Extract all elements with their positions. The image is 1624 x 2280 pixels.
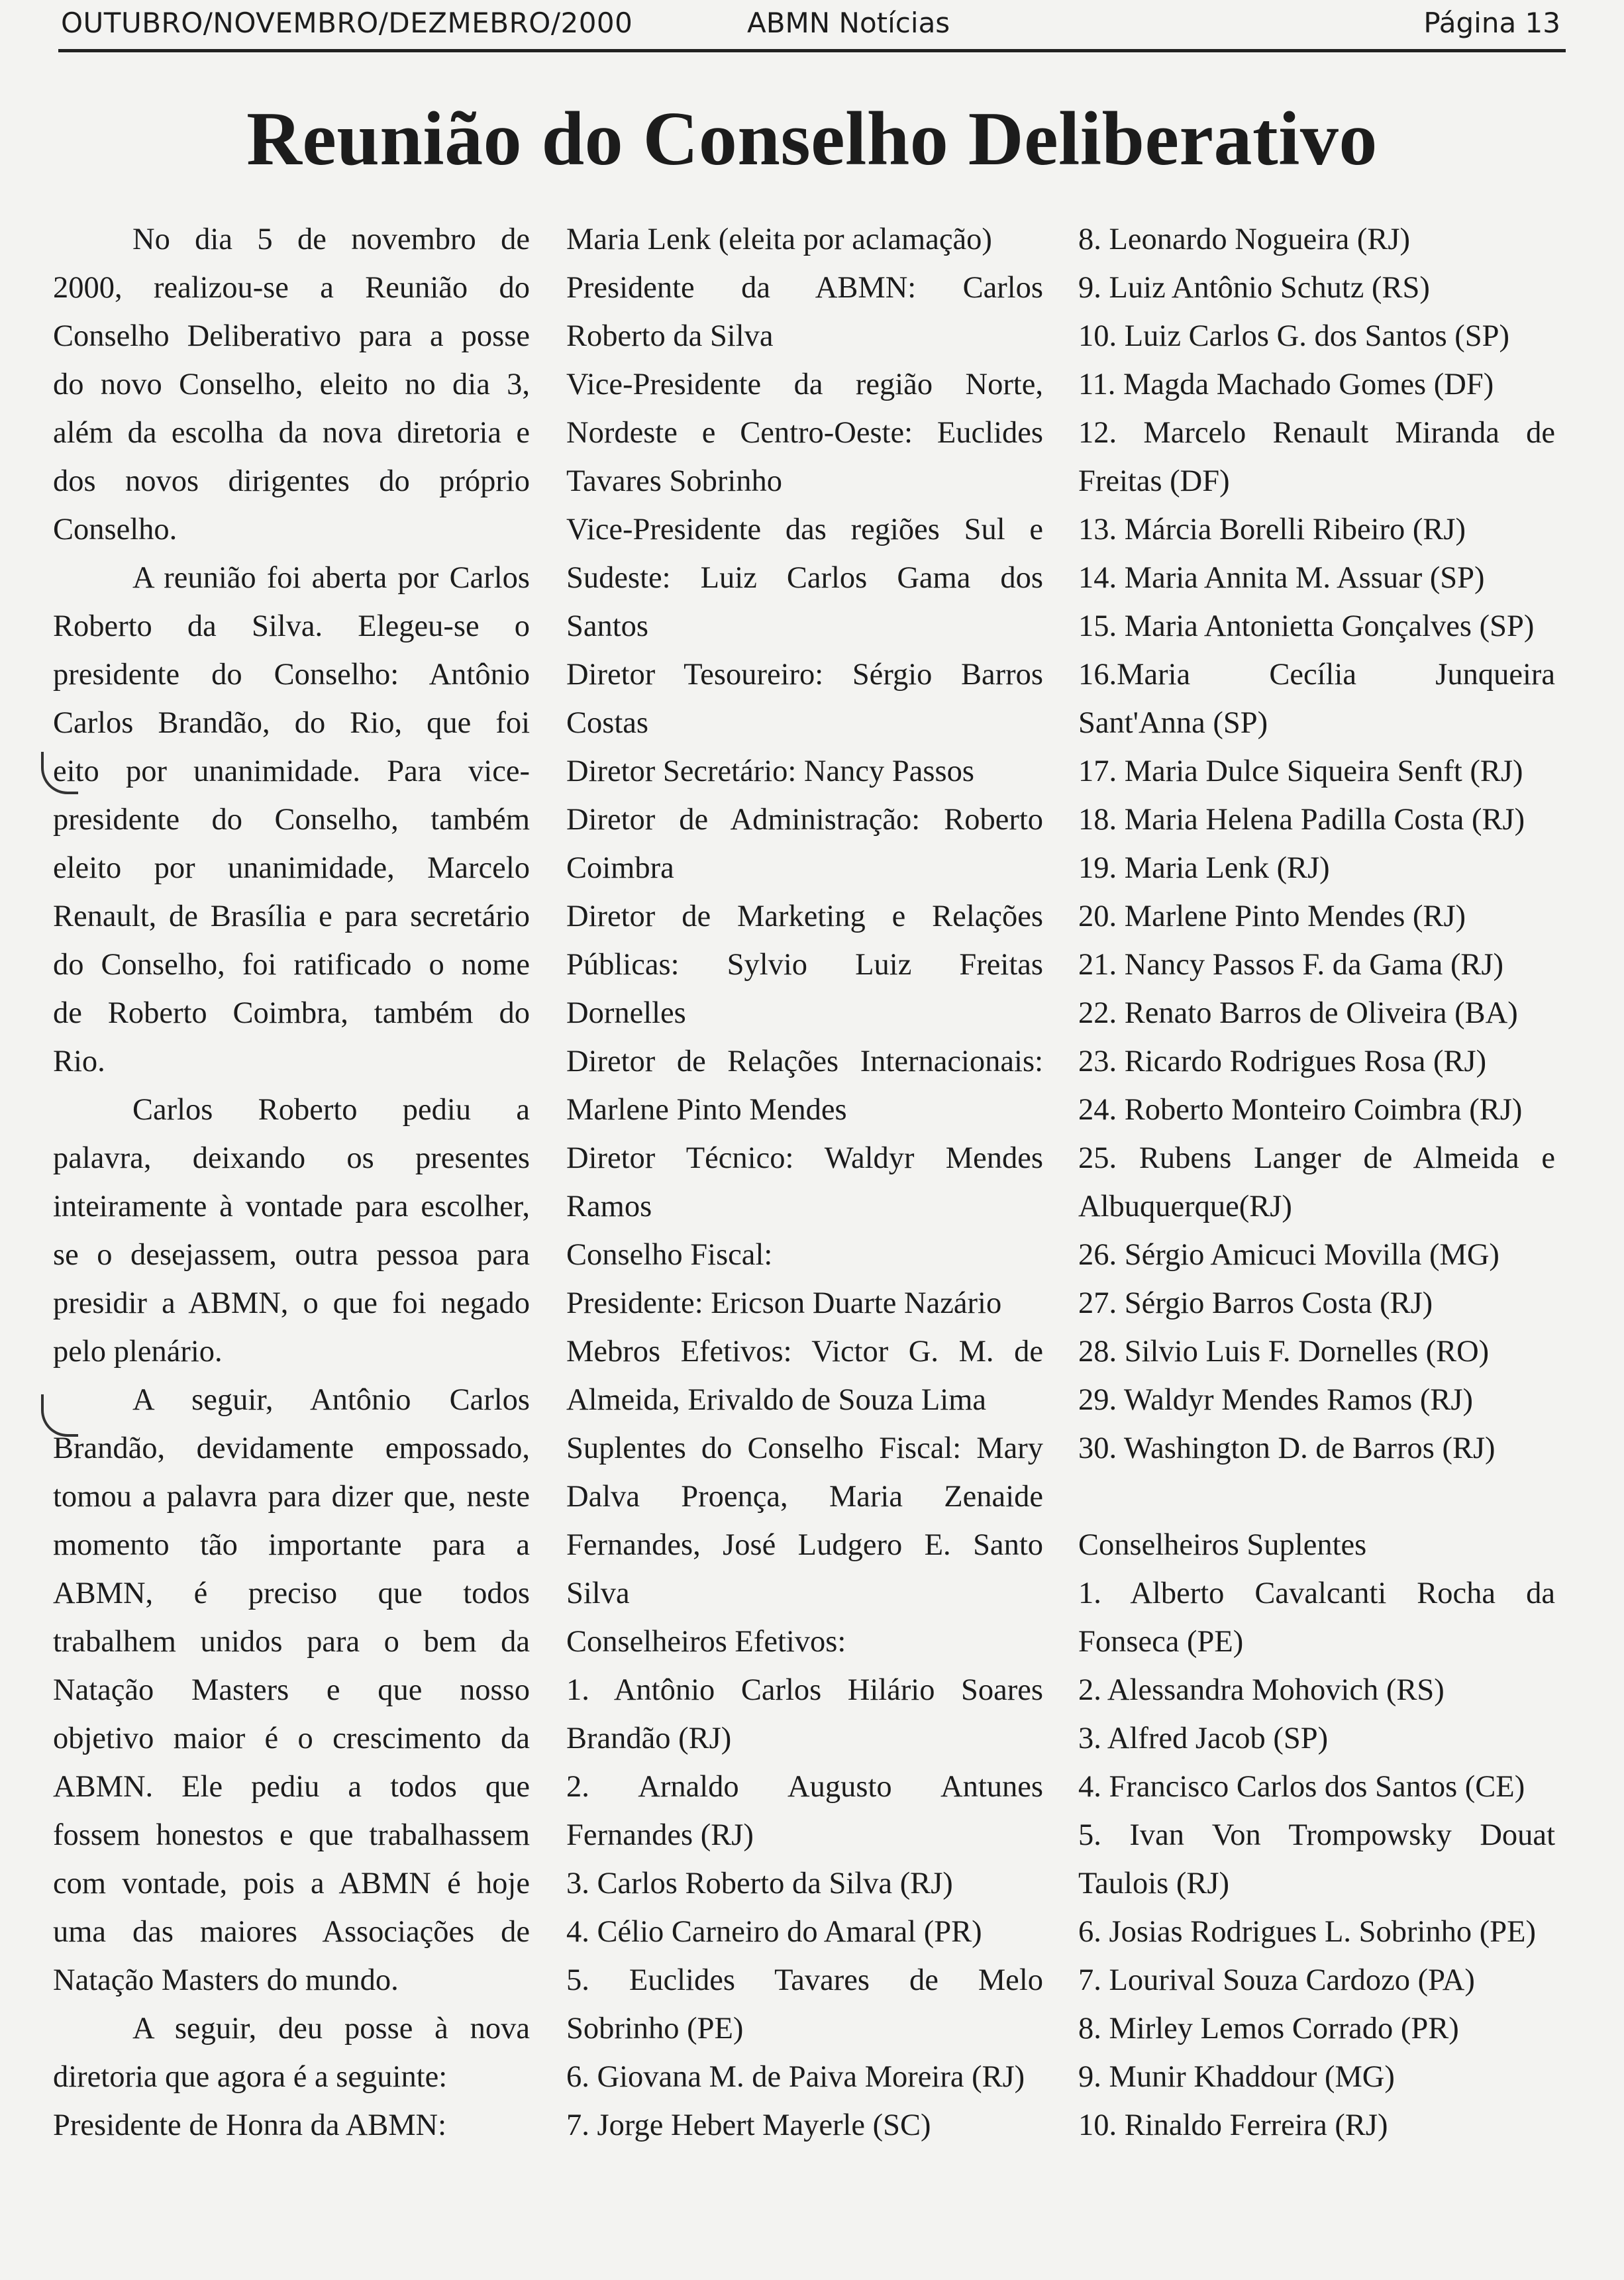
text-line: se o desejassem, outra pessoa para xyxy=(53,1238,530,1272)
text-line: 1. Antônio Carlos Hilário Soares xyxy=(566,1673,1043,1707)
text-line: 7. Jorge Hebert Mayerle (SC) xyxy=(566,2108,931,2142)
text-line: 26. Sérgio Amicuci Movilla (MG) xyxy=(1078,1238,1499,1272)
text-line: 29. Waldyr Mendes Ramos (RJ) xyxy=(1078,1383,1473,1417)
text-line: eleito por unanimidade, Marcelo xyxy=(53,851,530,885)
text-line: momento tão importante para a xyxy=(53,1528,530,1562)
text-line: presidir a ABMN, o que foi negado xyxy=(53,1286,530,1320)
punch-hole-mark xyxy=(41,752,78,794)
text-line: 4. Francisco Carlos dos Santos (CE) xyxy=(1078,1770,1525,1804)
text-line: ABMN. Ele pediu a todos que xyxy=(53,1770,530,1804)
text-line: 2. Arnaldo Augusto Antunes xyxy=(566,1770,1043,1804)
text-line: fossem honestos e que trabalhassem xyxy=(53,1818,530,1852)
text-line: 15. Maria Antonietta Gonçalves (SP) xyxy=(1078,609,1535,643)
text-line: Ramos xyxy=(566,1190,652,1223)
text-line: 24. Roberto Monteiro Coimbra (RJ) xyxy=(1078,1093,1523,1127)
text-line: 8. Mirley Lemos Corrado (PR) xyxy=(1078,2012,1459,2046)
text-line: pelo plenário. xyxy=(53,1335,223,1369)
text-line: 9. Munir Khaddour (MG) xyxy=(1078,2060,1395,2094)
text-line: com vontade, pois a ABMN é hoje xyxy=(53,1867,530,1900)
text-line: Conselheiros Efetivos: xyxy=(566,1625,846,1659)
text-line: 7. Lourival Souza Cardozo (PA) xyxy=(1078,1963,1475,1997)
article-title: Reunião do Conselho Deliberativo xyxy=(246,97,1378,181)
text-line: 30. Washington D. de Barros (RJ) xyxy=(1078,1431,1496,1465)
text-line: Vice-Presidente das regiões Sul e xyxy=(566,513,1043,546)
text-line: Fernandes (RJ) xyxy=(566,1818,754,1852)
text-line: tomou a palavra para dizer que, neste xyxy=(53,1480,530,1514)
text-line: 9. Luiz Antônio Schutz (RS) xyxy=(1078,271,1430,305)
page-number: Página 13 xyxy=(1423,7,1560,39)
text-line: dos novos dirigentes do próprio xyxy=(53,464,530,498)
text-line: Costas xyxy=(566,706,649,740)
text-line: palavra, deixando os presentes xyxy=(53,1141,530,1175)
text-line: Fonseca (PE) xyxy=(1078,1625,1244,1659)
text-line: Presidente de Honra da ABMN: xyxy=(53,2108,447,2142)
text-line: Dalva Proença, Maria Zenaide xyxy=(566,1480,1043,1514)
blank-line xyxy=(1078,1473,1555,1521)
text-line: Diretor de Relações Internacionais: xyxy=(566,1045,1043,1078)
text-line: 17. Maria Dulce Siqueira Senft (RJ) xyxy=(1078,754,1523,788)
text-line: 3. Alfred Jacob (SP) xyxy=(1078,1722,1329,1755)
text-line: Diretor Técnico: Waldyr Mendes xyxy=(566,1141,1043,1175)
text-line: Almeida, Erivaldo de Souza Lima xyxy=(566,1383,987,1417)
text-line: Tavares Sobrinho xyxy=(566,464,783,498)
text-line: 10. Luiz Carlos G. dos Santos (SP) xyxy=(1078,319,1509,353)
text-line: 13. Márcia Borelli Ribeiro (RJ) xyxy=(1078,513,1466,546)
text-line: 6. Josias Rodrigues L. Sobrinho (PE) xyxy=(1078,1915,1537,1949)
text-line: Sobrinho (PE) xyxy=(566,2012,744,2046)
punch-hole-mark xyxy=(41,1394,78,1437)
text-line: Silva xyxy=(566,1577,630,1610)
article-column-1 xyxy=(53,215,530,2150)
text-line: do Conselho, foi ratificado o nome xyxy=(53,948,530,982)
text-line: A seguir, deu posse à nova xyxy=(132,2012,530,2046)
text-line: Freitas (DF) xyxy=(1078,464,1230,498)
text-line: Renault, de Brasília e para secretário xyxy=(53,900,530,933)
text-line: 8. Leonardo Nogueira (RJ) xyxy=(1078,223,1411,256)
text-line: de Roberto Coimbra, também do xyxy=(53,996,530,1030)
text-line: Marlene Pinto Mendes xyxy=(566,1093,847,1127)
text-line: Conselheiros Suplentes xyxy=(1078,1528,1367,1562)
text-line: 11. Magda Machado Gomes (DF) xyxy=(1078,368,1494,401)
text-line: Roberto da Silva xyxy=(566,319,774,353)
text-line: 25. Rubens Langer de Almeida e xyxy=(1078,1141,1555,1175)
text-line: Taulois (RJ) xyxy=(1078,1867,1229,1900)
text-line: No dia 5 de novembro de xyxy=(132,223,530,256)
text-line: Roberto da Silva. Elegeu-se o xyxy=(53,609,530,643)
text-line: 16.Maria Cecília Junqueira xyxy=(1078,658,1555,692)
text-line: 5. Ivan Von Trompowsky Douat xyxy=(1078,1818,1555,1852)
text-line: Conselho Fiscal: xyxy=(566,1238,773,1272)
text-line: presidente do Conselho, também xyxy=(53,803,530,837)
text-line: Maria Lenk (eleita por aclamação) xyxy=(566,223,992,256)
text-line: do novo Conselho, eleito no dia 3, xyxy=(53,368,530,401)
text-line: 4. Célio Carneiro do Amaral (PR) xyxy=(566,1915,982,1949)
text-line: eito por unanimidade. Para vice- xyxy=(53,754,530,788)
text-line: Diretor Secretário: Nancy Passos xyxy=(566,754,974,788)
text-line: objetivo maior é o crescimento da xyxy=(53,1722,530,1755)
text-line: 5. Euclides Tavares de Melo xyxy=(566,1963,1043,1997)
text-line: 23. Ricardo Rodrigues Rosa (RJ) xyxy=(1078,1045,1487,1078)
text-line: Rio. xyxy=(53,1045,105,1078)
text-line: Carlos Brandão, do Rio, que foi xyxy=(53,706,530,740)
text-line: Coimbra xyxy=(566,851,674,885)
text-line: ABMN, é preciso que todos xyxy=(53,1577,530,1610)
text-line: trabalhem unidos para o bem da xyxy=(53,1625,530,1659)
text-line: Presidente: Ericson Duarte Nazário xyxy=(566,1286,1002,1320)
text-line: Sudeste: Luiz Carlos Gama dos xyxy=(566,561,1043,595)
text-line: 20. Marlene Pinto Mendes (RJ) xyxy=(1078,900,1466,933)
text-line: 2000, realizou-se a Reunião do xyxy=(53,271,530,305)
text-line: A reunião foi aberta por Carlos xyxy=(132,561,530,595)
text-line: A seguir, Antônio Carlos xyxy=(132,1383,530,1417)
text-line: 19. Maria Lenk (RJ) xyxy=(1078,851,1330,885)
text-line: 21. Nancy Passos F. da Gama (RJ) xyxy=(1078,948,1504,982)
text-line: Carlos Roberto pediu a xyxy=(132,1093,530,1127)
text-line: além da escolha da nova diretoria e xyxy=(53,416,530,450)
text-line: Santos xyxy=(566,609,649,643)
text-line: Presidente da ABMN: Carlos xyxy=(566,271,1043,305)
text-line: presidente do Conselho: Antônio xyxy=(53,658,530,692)
article-column-2 xyxy=(566,215,1043,2150)
text-line: Natação Masters do mundo. xyxy=(53,1963,399,1997)
text-line: Conselho Deliberativo para a posse xyxy=(53,319,530,353)
text-line: Suplentes do Conselho Fiscal: Mary xyxy=(566,1431,1043,1465)
text-line: Conselho. xyxy=(53,513,178,546)
text-line: diretoria que agora é a seguinte: xyxy=(53,2060,448,2094)
text-line: 28. Silvio Luis F. Dornelles (RO) xyxy=(1078,1335,1490,1369)
issue-date: OUTUBRO/NOVEMBRO/DEZMEBRO/2000 xyxy=(61,7,633,39)
text-line: inteiramente à vontade para escolher, xyxy=(53,1190,530,1223)
header-rule xyxy=(58,49,1566,52)
text-line: uma das maiores Associações de xyxy=(53,1915,530,1949)
text-line: Albuquerque(RJ) xyxy=(1078,1190,1292,1223)
page-header xyxy=(58,0,1566,46)
text-line: Fernandes, José Ludgero E. Santo xyxy=(566,1528,1043,1562)
article-column-3 xyxy=(1078,215,1555,2150)
text-line: Dornelles xyxy=(566,996,686,1030)
publication-name: ABMN Notícias xyxy=(747,7,950,39)
text-line: 10. Rinaldo Ferreira (RJ) xyxy=(1078,2108,1388,2142)
text-line: 1. Alberto Cavalcanti Rocha da xyxy=(1078,1577,1555,1610)
text-line: 3. Carlos Roberto da Silva (RJ) xyxy=(566,1867,953,1900)
text-line: 22. Renato Barros de Oliveira (BA) xyxy=(1078,996,1518,1030)
text-line: Nordeste e Centro-Oeste: Euclides xyxy=(566,416,1043,450)
text-line: 18. Maria Helena Padilla Costa (RJ) xyxy=(1078,803,1525,837)
text-line: Brandão (RJ) xyxy=(566,1722,732,1755)
text-line: Diretor de Marketing e Relações xyxy=(566,900,1043,933)
text-line: 2. Alessandra Mohovich (RS) xyxy=(1078,1673,1445,1707)
text-line: 14. Maria Annita M. Assuar (SP) xyxy=(1078,561,1485,595)
text-line: Mebros Efetivos: Victor G. M. de xyxy=(566,1335,1043,1369)
text-line: Diretor de Administração: Roberto xyxy=(566,803,1043,837)
text-line: Sant'Anna (SP) xyxy=(1078,706,1268,740)
text-line: 27. Sérgio Barros Costa (RJ) xyxy=(1078,1286,1433,1320)
text-line: Vice-Presidente da região Norte, xyxy=(566,368,1043,401)
text-line: 12. Marcelo Renault Miranda de xyxy=(1078,416,1555,450)
text-line: Públicas: Sylvio Luiz Freitas xyxy=(566,948,1043,982)
text-line: Brandão, devidamente empossado, xyxy=(53,1431,530,1465)
text-line: Diretor Tesoureiro: Sérgio Barros xyxy=(566,658,1043,692)
text-line: Natação Masters e que nosso xyxy=(53,1673,530,1707)
text-line: 6. Giovana M. de Paiva Moreira (RJ) xyxy=(566,2060,1025,2094)
